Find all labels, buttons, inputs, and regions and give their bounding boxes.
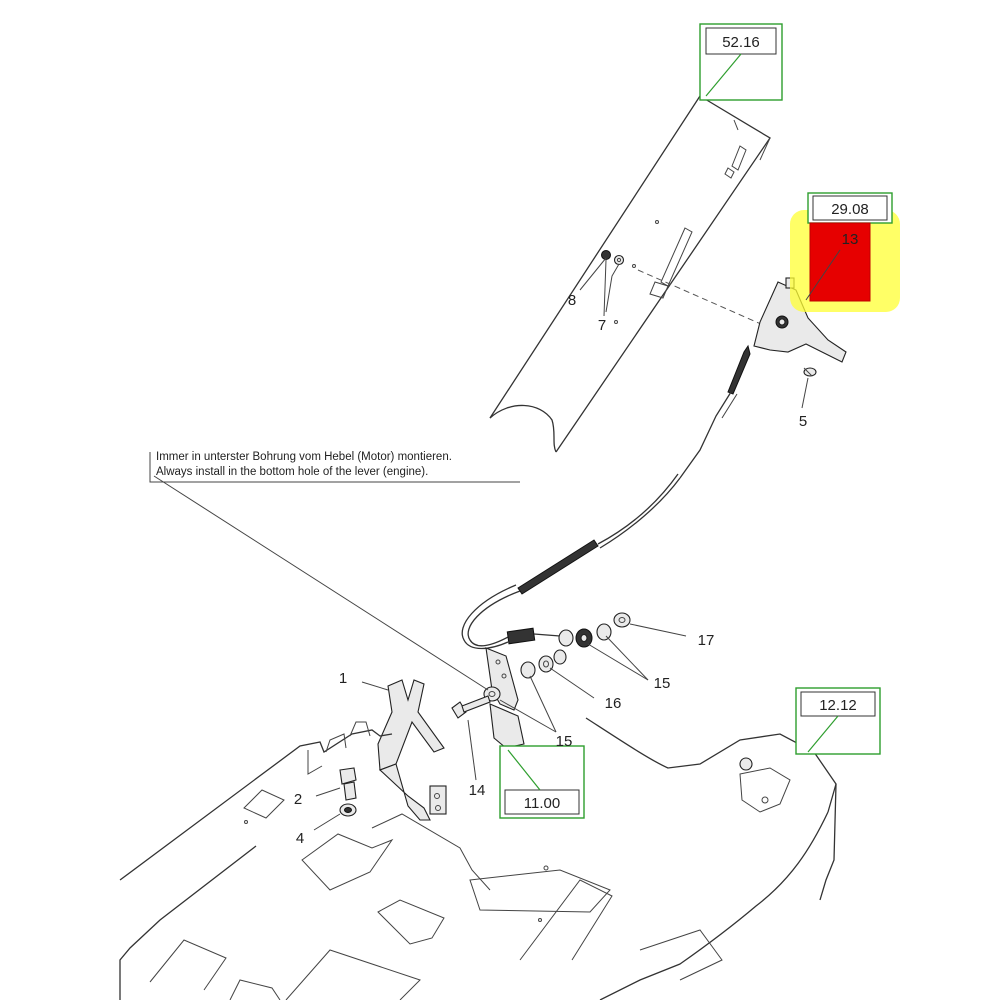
reference-label-12-12: 12.12 [819,697,857,714]
reference-label-29-08: 29.08 [831,201,869,218]
washer-4-graphic [340,804,356,816]
reference-box-12-12[interactable] [796,688,880,754]
highlighted-part-13[interactable] [806,223,870,301]
part-label-2: 2 [293,791,303,808]
part-label-15-upper: 15 [653,675,671,692]
screw-5-graphic [804,368,816,376]
part-label-14: 14 [468,782,486,799]
part-label-1: 1 [338,670,348,687]
part-label-8: 8 [567,292,577,309]
bolt-14-graphic [452,696,490,718]
upper-column-drawing [490,96,770,452]
reference-label-52-16: 52.16 [722,34,760,51]
part-label-17: 17 [697,632,715,649]
throttle-cable [462,474,680,649]
reference-box-29-08[interactable] [808,193,892,223]
part-label-15-lower: 15 [555,733,573,750]
note-line-german: Immer in unterster Bohrung vom Hebel (Motor) montieren. [156,451,452,463]
part-label-4: 4 [295,830,305,847]
installation-note [150,451,520,482]
part-label-13: 13 [841,231,859,248]
bracket-1-graphic [378,680,446,820]
part-label-16: 16 [604,695,622,712]
reference-label-11-00: 11.00 [523,795,561,812]
note-line-english: Always install in the bottom hole of the lever (engine). [156,466,429,478]
part-label-5: 5 [798,413,808,430]
washer-7-graphic [615,256,624,265]
part-label-7: 7 [597,317,607,334]
cable-bracket-assembly [452,648,566,748]
bolt-2-graphic [340,768,356,800]
reference-box-11-00[interactable] [500,746,584,818]
reference-box-52-16[interactable] [700,24,782,100]
chassis-frame-drawing [120,718,836,1000]
leader-lines [154,258,808,830]
